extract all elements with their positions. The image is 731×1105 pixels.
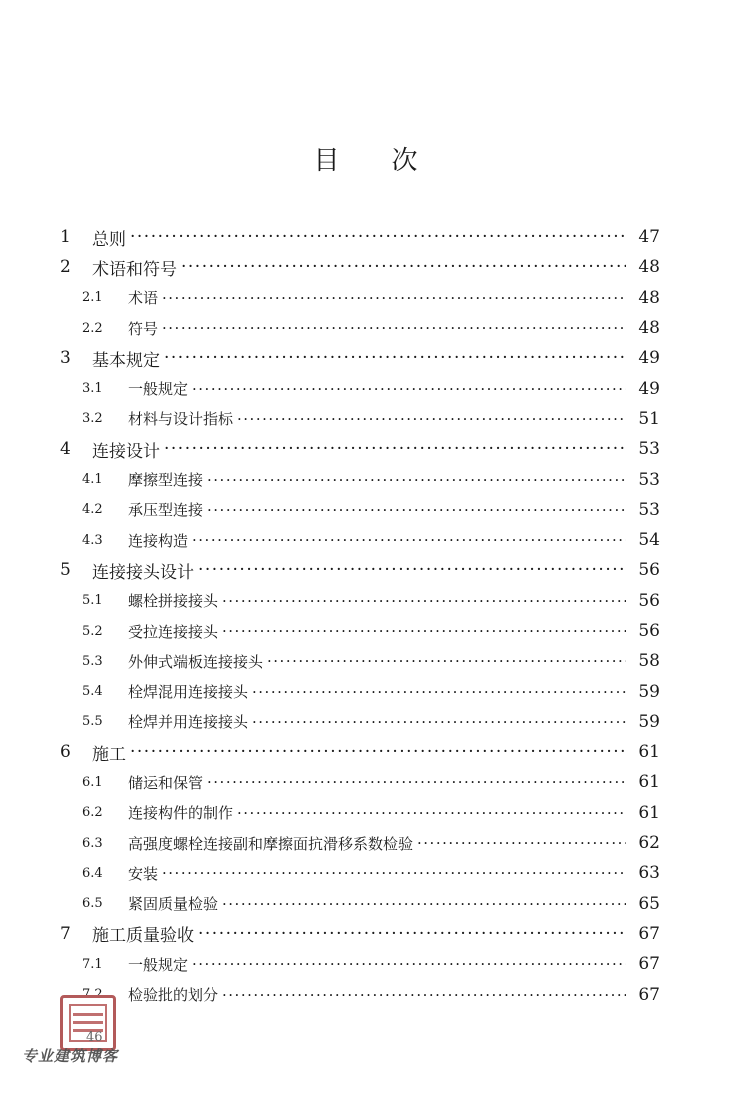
toc-label: 施工 [92,744,126,765]
toc-number: 5.1 [82,593,103,609]
toc-label: 高强度螺栓连接副和摩擦面抗滑移系数检验 [128,834,414,853]
toc-leader-dots [252,713,626,731]
title-char-2: 次 [391,146,418,176]
toc-page-number: 56 [638,621,660,641]
page-title [0,140,731,177]
toc-section-row[interactable] [60,464,660,494]
toc-section-row[interactable] [60,858,660,888]
toc-page-number: 62 [638,833,660,854]
toc-label: 承压型连接 [128,501,204,520]
toc-label: 术语 [128,289,159,308]
toc-number: 2.1 [82,290,103,306]
toc-page-number: 61 [638,742,660,763]
toc-page-number: 56 [638,560,660,581]
toc-page-number: 53 [638,499,660,520]
toc-section-row[interactable] [60,828,660,858]
page-number: 46 [86,1030,103,1045]
toc-label: 摩擦型连接 [128,471,204,490]
table-of-contents [60,222,660,1010]
toc-label: 一般规定 [128,380,189,399]
toc-section-row[interactable] [60,676,660,706]
toc-label: 材料与设计指标 [128,410,234,429]
toc-number: 6.5 [82,896,103,912]
toc-number: 4.3 [82,532,103,548]
toc-label: 受拉连接接头 [128,622,219,641]
toc-leader-dots [267,652,626,670]
toc-leader-dots [237,804,626,822]
toc-page-number: 53 [638,439,660,460]
toc-number: 2.2 [82,320,103,336]
toc-leader-dots [417,834,626,852]
toc-leader-dots [222,622,626,640]
toc-leader-dots [222,986,626,1004]
toc-leader-dots [192,955,626,973]
toc-page-number: 58 [638,651,660,672]
toc-number: 3.2 [82,411,103,427]
title-char-1: 目 [313,146,340,176]
toc-page-number: 49 [638,378,660,399]
toc-section-row[interactable] [60,979,660,1009]
toc-section-row[interactable] [60,283,660,313]
toc-number: 3.1 [82,381,103,397]
toc-label: 螺栓拼接接头 [128,592,219,611]
toc-label: 符号 [128,319,159,338]
toc-section-row[interactable] [60,373,660,403]
toc-chapter-row[interactable] [60,343,660,373]
toc-section-row[interactable] [60,313,660,343]
toc-label: 储运和保管 [128,773,204,792]
toc-label: 一般规定 [128,955,189,974]
toc-number: 6.4 [82,865,103,881]
toc-number: 1 [60,227,71,248]
toc-page-number: 51 [638,408,660,429]
toc-leader-dots [198,560,626,580]
toc-section-row[interactable] [60,798,660,828]
toc-number: 5 [60,560,71,581]
toc-leader-dots [192,531,626,549]
toc-section-row[interactable] [60,495,660,525]
toc-section-row[interactable] [60,525,660,555]
toc-section-row[interactable] [60,646,660,676]
toc-leader-dots [181,257,626,277]
toc-number: 6.2 [82,805,103,821]
toc-page-number: 61 [638,802,660,823]
toc-number: 7.1 [82,956,103,972]
toc-leader-dots [222,895,626,913]
toc-leader-dots [162,864,626,882]
toc-section-row[interactable] [60,616,660,646]
toc-section-row[interactable] [60,404,660,434]
toc-label: 检验批的划分 [128,986,219,1005]
toc-page-number: 65 [638,893,660,914]
toc-number: 4 [60,439,71,460]
toc-leader-dots [164,439,626,459]
toc-number: 4.1 [82,472,103,488]
toc-page-number: 59 [638,681,660,702]
toc-number: 6.1 [82,774,103,790]
toc-number: 5.3 [82,653,103,669]
toc-leader-dots [252,683,626,701]
toc-number: 4.2 [82,502,103,518]
toc-label: 基本规定 [92,350,160,371]
toc-chapter-row[interactable] [60,222,660,252]
toc-label: 安装 [128,864,159,883]
toc-leader-dots [198,924,626,944]
toc-leader-dots [207,773,626,791]
toc-number: 6 [60,742,71,763]
toc-section-row[interactable] [60,707,660,737]
toc-chapter-row[interactable] [60,737,660,767]
toc-page-number: 47 [638,227,660,248]
toc-label: 连接接头设计 [92,562,194,583]
toc-page-number: 67 [638,954,660,975]
toc-number: 3 [60,348,71,369]
toc-page-number: 49 [638,348,660,369]
toc-number: 5.2 [82,623,103,639]
toc-leader-dots [222,592,626,610]
toc-number: 6.3 [82,835,103,851]
toc-label: 外伸式端板连接接头 [128,652,264,671]
toc-leader-dots [207,501,626,519]
toc-page-number: 48 [638,257,660,278]
toc-page-number: 63 [638,863,660,884]
toc-section-row[interactable] [60,889,660,919]
toc-number: 5.5 [82,714,103,730]
toc-page-number: 61 [638,772,660,793]
toc-label: 紧固质量检验 [128,895,219,914]
toc-section-row[interactable] [60,767,660,797]
toc-number: 7 [60,923,71,944]
toc-leader-dots [192,380,626,398]
toc-chapter-row[interactable] [60,919,660,949]
toc-section-row[interactable] [60,949,660,979]
toc-label: 连接构件的制作 [128,804,234,823]
toc-leader-dots [237,410,626,428]
toc-page-number: 53 [638,469,660,490]
toc-page-number: 48 [638,318,660,339]
toc-page-number: 48 [638,287,660,308]
toc-number: 7.2 [82,987,103,1003]
toc-leader-dots [130,227,626,247]
toc-page-number: 67 [638,923,660,944]
toc-label: 栓焊混用连接接头 [128,683,249,702]
toc-label: 栓焊并用连接接头 [128,713,249,732]
toc-leader-dots [164,348,626,368]
toc-page-number: 56 [638,590,660,611]
toc-label: 施工质量验收 [92,926,194,947]
toc-number: 5.4 [82,684,103,700]
watermark: 专业建筑博客 [22,1047,119,1065]
toc-label: 总则 [92,229,126,250]
toc-label: 连接构造 [128,531,189,550]
toc-leader-dots [130,742,626,762]
toc-label: 术语和符号 [92,259,177,280]
toc-number: 2 [60,257,71,278]
toc-chapter-row[interactable] [60,252,660,282]
toc-page-number: 59 [638,711,660,732]
toc-chapter-row[interactable] [60,434,660,464]
toc-leader-dots [162,319,626,337]
toc-page-number: 54 [638,530,660,551]
toc-leader-dots [162,289,626,307]
toc-label: 连接设计 [92,441,160,462]
toc-chapter-row[interactable] [60,555,660,585]
toc-section-row[interactable] [60,586,660,616]
toc-leader-dots [207,471,626,489]
toc-page-number: 67 [638,984,660,1005]
